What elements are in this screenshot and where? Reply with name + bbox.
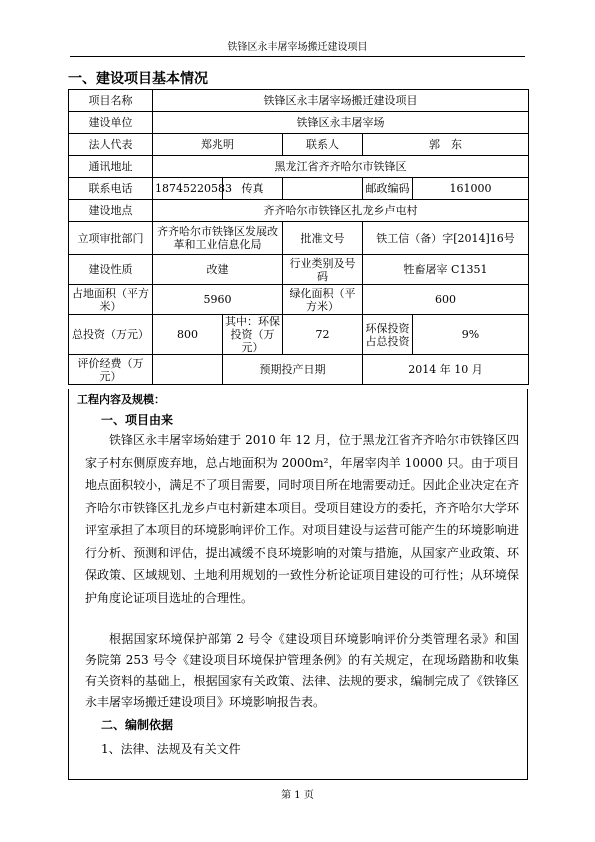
zip-value: 161000 <box>413 178 529 200</box>
unit-value: 铁锋区永丰屠宰场 <box>153 112 529 134</box>
phone-label: 联系电话 <box>69 178 153 200</box>
approval-dept-label: 立项审批部门 <box>69 222 153 255</box>
site-value: 齐齐哈尔市铁锋区扎龙乡卢屯村 <box>153 200 529 222</box>
env-ratio-label: 环保投资占总投资 <box>363 315 413 355</box>
section-basis-heading: 二、编制依据 <box>101 718 174 732</box>
area-label: 占地面积（平方米） <box>69 285 153 315</box>
project-name-value: 铁锋区永丰屠宰场搬迁建设项目 <box>153 90 529 112</box>
area-value: 5960 <box>153 285 283 315</box>
env-invest-value: 72 <box>283 315 363 355</box>
origin-paragraph: 铁锋区永丰屠宰场始建于 2010 年 12 月，位于黑龙江省齐齐哈尔市铁锋区四家子村东侧原废弃地，总占地面积为 2000m²，年屠宰肉羊 10000 只。由于项目地点面积较小，满足不了项目需要，同时项目所在地需要动迁。因此企业决定在齐齐哈尔市铁锋区扎龙乡卢屯村新建本项目。受项目建设方的委托，齐齐哈尔大学环评室承担了本项目的环境影响评价工作。对项目建设与运营可能产生的环境影响进行分析、预测和评估，提出减缓不良环境影响的对策与措施，从国家产业政策、环保政策、区域规划、土地利用规划的一致性分析论证项目建设的可行性；从环境保护角度论证项目选址的合理性。 <box>85 433 519 605</box>
legal-label: 法人代表 <box>69 134 153 156</box>
section-origin-heading: 一、项目由来 <box>101 413 174 427</box>
site-label: 建设地点 <box>69 200 153 222</box>
project-info-table <box>68 89 529 385</box>
phone-value: 18745220583 <box>153 178 223 200</box>
fax-label: 传真 <box>223 178 283 200</box>
page-header: 铁锋区永丰屠宰场搬迁建设项目 <box>70 40 525 57</box>
invest-value: 800 <box>153 315 223 355</box>
fax-value <box>283 178 363 200</box>
zip-label: 邮政编码 <box>363 178 413 200</box>
address-value: 黑龙江省齐齐哈尔市铁锋区 <box>153 156 529 178</box>
prod-date-label: 预期投产日期 <box>223 355 363 385</box>
green-value: 600 <box>363 285 529 315</box>
box-title: 工程内容及规模： <box>77 393 165 406</box>
industry-value: 牲畜屠宰 C1351 <box>363 255 529 285</box>
eval-fee-value <box>153 355 223 385</box>
basis-item-laws: 1、法律、法规及有关文件 <box>101 742 241 756</box>
env-invest-label: 其中：环保投资（万元） <box>223 315 283 355</box>
nature-value: 改建 <box>153 255 283 285</box>
basis-paragraph: 根据国家环境保护部第 2 号令《建设项目环境影响评价分类管理名录》和国务院第 253 号令《建设项目环境保护管理条例》的有关规定，在现场踏勘和收集有关资料的基础上，根据国家有关政策、法律、法规的要求，编制完成了《铁锋区永丰屠宰场搬迁建设项目》环境影响报告表。 <box>85 632 519 709</box>
unit-label: 建设单位 <box>69 112 153 134</box>
project-name-label: 项目名称 <box>69 90 153 112</box>
page-number: 第 1 页 <box>281 790 314 801</box>
eval-fee-label: 评价经费（万元） <box>69 355 153 385</box>
nature-label: 建设性质 <box>69 255 153 285</box>
contact-value: 郭 东 <box>363 134 529 156</box>
prod-date-value: 2014 年 10 月 <box>363 355 529 385</box>
approval-no-label: 批准文号 <box>283 222 363 255</box>
env-ratio-value: 9% <box>413 315 529 355</box>
project-content-box <box>68 389 528 780</box>
legal-value: 郑兆明 <box>153 134 283 156</box>
section-title: 一、建设项目基本情况 <box>68 71 208 87</box>
green-label: 绿化面积（平方米） <box>283 285 363 315</box>
industry-label: 行业类别及号码 <box>283 255 363 285</box>
invest-label: 总投资（万元） <box>69 315 153 355</box>
approval-no-value: 铁工信（备）字[2014]16号 <box>363 222 529 255</box>
approval-dept-value: 齐齐哈尔市铁锋区发展改革和工业信息化局 <box>153 222 283 255</box>
contact-label: 联系人 <box>283 134 363 156</box>
address-label: 通讯地址 <box>69 156 153 178</box>
